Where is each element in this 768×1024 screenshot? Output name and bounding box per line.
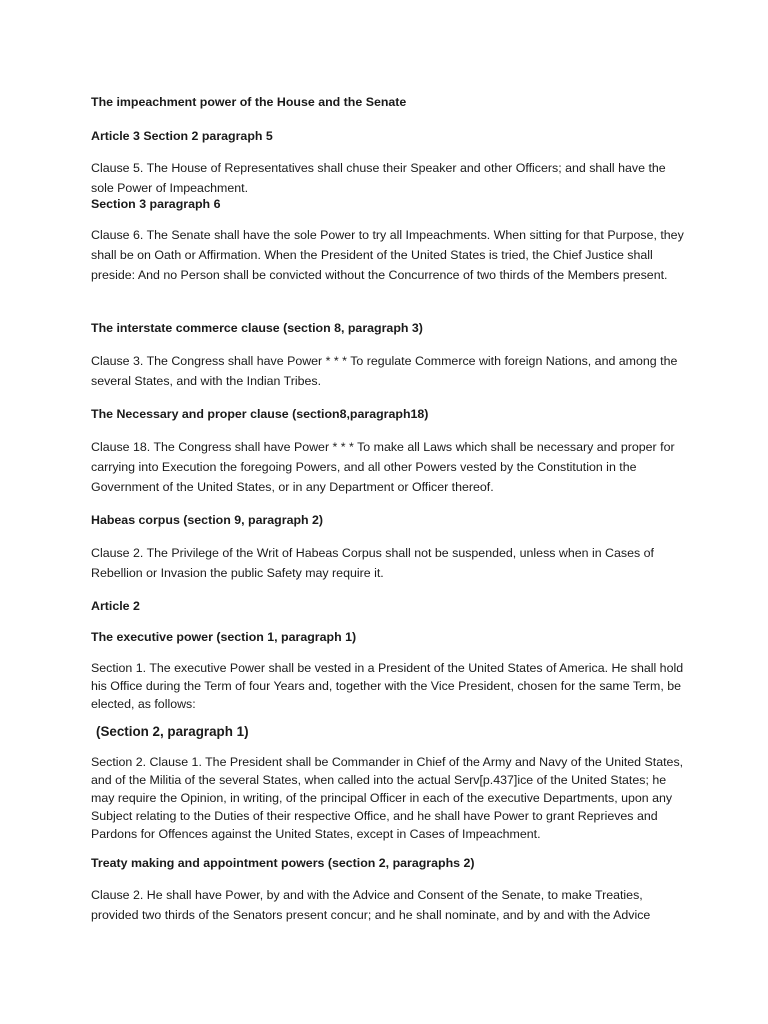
heading-habeas-corpus: Habeas corpus (section 9, paragraph 2) bbox=[91, 513, 324, 527]
heading-necessary-proper-clause: The Necessary and proper clause (section8,paragraph18) bbox=[91, 407, 429, 421]
section-1-paragraph: Section 1. The executive Power shall be vested in a President of the United States of America. He shall hold his Office during the Term of four Years and, together with the Vice President, chosen for the same Term, be elected, as follows: bbox=[91, 661, 684, 711]
clause-6-paragraph: Clause 6. The Senate shall have the sole Power to try all Impeachments. When sitting for that Purpose, they shall be on Oath or Affirmation. When the President of the United States is tried, the Chief Justice shall preside: And no Person shall be convicted without the Concurrence of two thirds of the Members present. bbox=[91, 228, 684, 282]
clause-3-paragraph: Clause 3. The Congress shall have Power * * * To regulate Commerce with foreign Nations, and among the several States, and with the Indian Tribes. bbox=[91, 354, 678, 388]
clause-2-habeas-paragraph: Clause 2. The Privilege of the Writ of Habeas Corpus shall not be suspended, unless when in Cases of Rebellion or Invasion the public Safety may require it. bbox=[91, 546, 654, 580]
heading-treaty-appointment-powers: Treaty making and appointment powers (section 2, paragraphs 2) bbox=[91, 856, 475, 870]
heading-section-3: Section 3 paragraph 6 bbox=[91, 197, 221, 211]
clause-2-treaty-paragraph: Clause 2. He shall have Power, by and with the Advice and Consent of the Senate, to make Treaties, provided two thirds of the Senators present concur; and he shall nominate, and by and with the Advice bbox=[91, 888, 651, 922]
heading-executive-power: The executive power (section 1, paragraph 1) bbox=[91, 630, 357, 644]
heading-article-3: Article 3 Section 2 paragraph 5 bbox=[91, 129, 273, 143]
document-page bbox=[91, 0, 691, 1024]
document-title: The impeachment power of the House and the Senate bbox=[91, 95, 407, 109]
clause-18-paragraph: Clause 18. The Congress shall have Power * * * To make all Laws which shall be necessary and proper for carrying into Execution the foregoing Powers, and all other Powers vested by the Constitution in the Government of the United States, or in any Department or Officer thereof. bbox=[91, 440, 675, 494]
clause-5-paragraph: Clause 5. The House of Representatives shall chuse their Speaker and other Officers; and shall have the sole Power of Impeachment. bbox=[91, 161, 666, 195]
section-2-clause-1-paragraph: Section 2. Clause 1. The President shall be Commander in Chief of the Army and Navy of the United States, and of the Militia of the several States, when called into the actual Serv[p.437]ice of the United States; he may require the Opinion, in writing, of the principal Officer in each of the executive Departments, upon any Subject relating to the Duties of their respective Office, and he shall have Power to grant Reprieves and Pardons for Offences against the United States, except in Cases of Impeachment. bbox=[91, 755, 684, 841]
heading-section-2-paragraph-1: (Section 2, paragraph 1) bbox=[96, 724, 249, 739]
heading-commerce-clause: The interstate commerce clause (section 8, paragraph 3) bbox=[91, 321, 423, 335]
heading-article-2: Article 2 bbox=[91, 599, 140, 613]
